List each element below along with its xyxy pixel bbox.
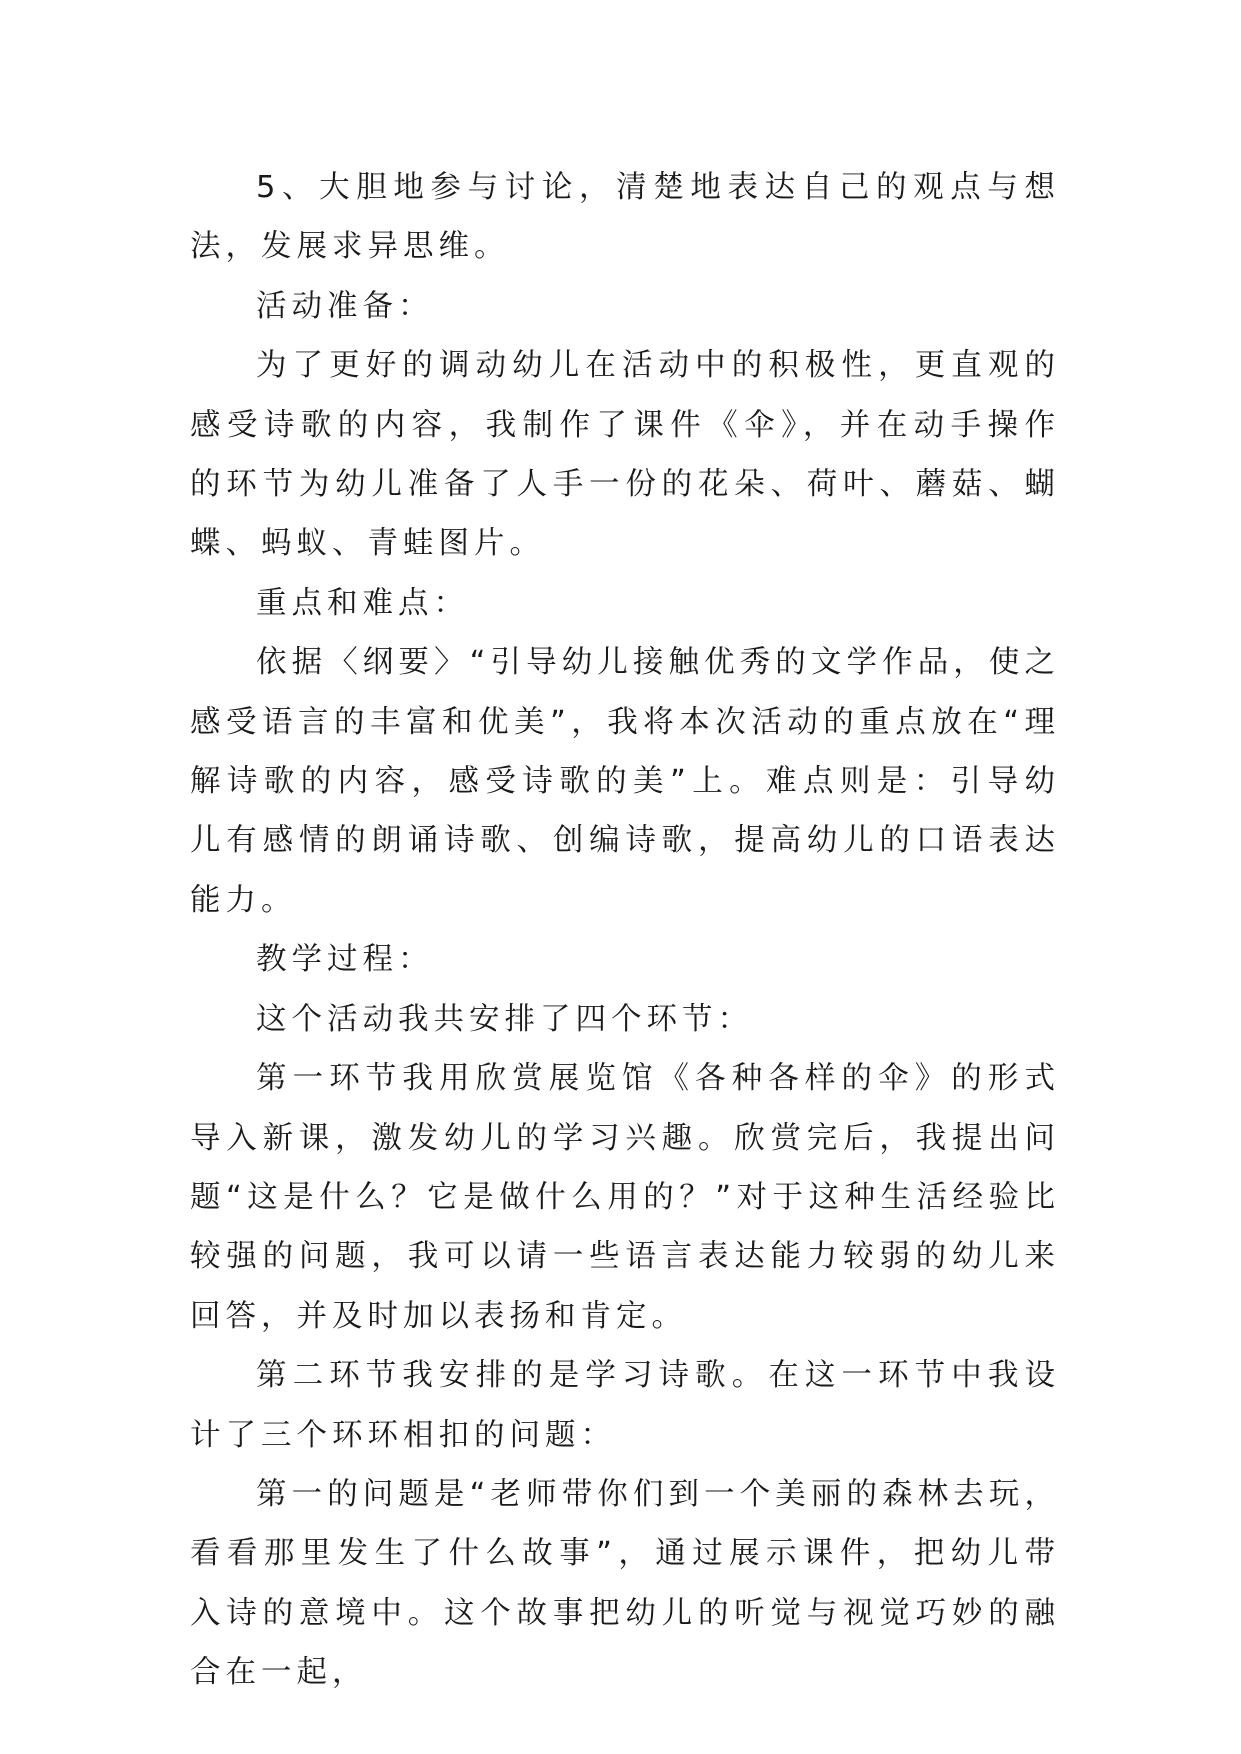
paragraph-first-question: 第一的问题是“老师带你们到一个美丽的森林去玩，看看那里发生了什么故事”，通过展示课件，把幼儿带入诗的意境中。这个故事把幼儿的听觉与视觉巧妙的融合在一起， bbox=[190, 1476, 1060, 1691]
heading-activity-preparation: 活动准备： bbox=[256, 288, 434, 324]
paragraph-preparation: 为了更好的调动幼儿在活动中的积极性，更直观的感受诗歌的内容，我制作了课件《伞》，并在动手操作的环节为幼儿准备了人手一份的花朵、荷叶、蘑菇、蝴蝶、蚂蚁、青蛙图片。 bbox=[190, 348, 1060, 562]
document-body bbox=[190, 158, 1060, 1703]
paragraph-stage-one: 第一环节我用欣赏展览馆《各种各样的伞》的形式导入新课，激发幼儿的学习兴趣。欣赏完后，我提出问题“这是什么？它是做什么用的？”对于这种生活经验比较强的问题，我可以请一些语言表达能力较弱的幼儿来回答，并及时加以表扬和肯定。 bbox=[190, 1061, 1060, 1334]
paragraph-four-stages: 这个活动我共安排了四个环节： bbox=[256, 1001, 753, 1037]
paragraph-goal-5: 5、大胆地参与讨论，清楚地表达自己的观点与想法，发展求异思维。 bbox=[190, 170, 1060, 265]
paragraph-key-points: 依据〈纲要〉“引导幼儿接触优秀的文学作品，使之感受语言的丰富和优美”，我将本次活动的重点放在“理解诗歌的内容，感受诗歌的美”上。难点则是：引导幼儿有感情的朗诵诗歌、创编诗歌，提高幼儿的口语表达能力。 bbox=[190, 645, 1060, 918]
heading-teaching-process: 教学过程： bbox=[256, 942, 434, 978]
paragraph-stage-two: 第二环节我安排的是学习诗歌。在这一环节中我设计了三个环环相扣的问题： bbox=[190, 1358, 1060, 1453]
heading-key-and-difficult-points: 重点和难点： bbox=[256, 585, 469, 621]
